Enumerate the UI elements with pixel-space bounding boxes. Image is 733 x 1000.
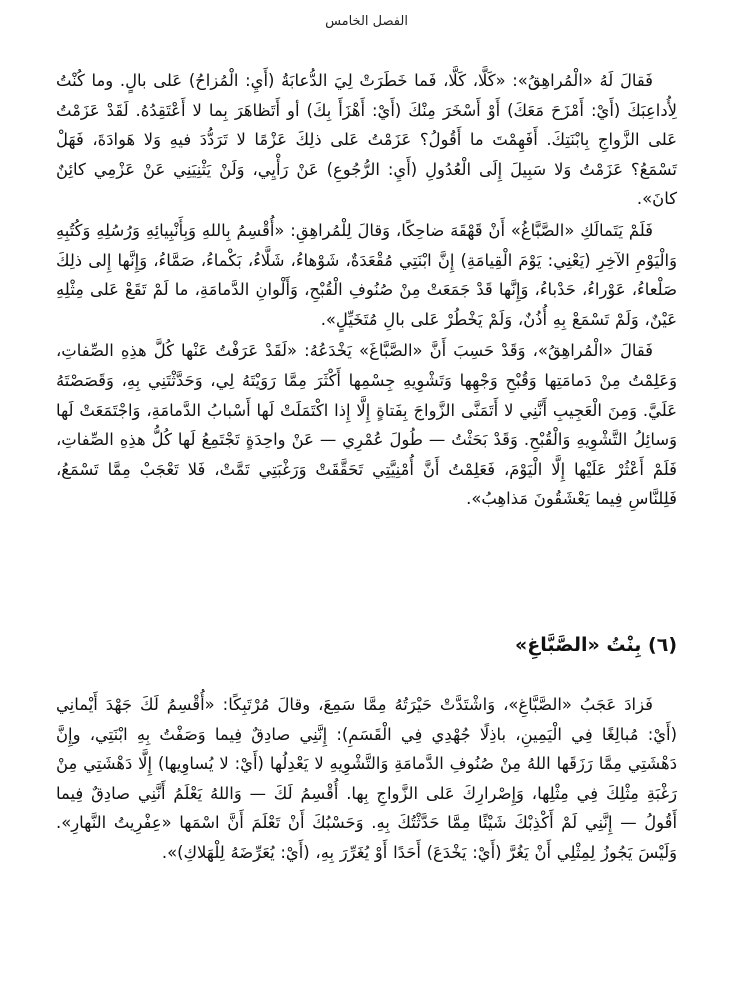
paragraph: فَلَمْ يَتَمالَكِ «الصَّبَّاغُ» أَنْ قَهْقَهَ ضاحِكًا، وَقالَ لِلْمُراهِقِ: «أُقْسِمُ بِاللهِ وَبِأَنْبِيائِهِ وَرُسُلِهِ وَكُتُبِهِ وَالْيَوْمِ الآخِرِ (يَعْنِي: يَوْمَ الْقِيامَةِ) إِنَّ ابْنَتِي مُقْعَدَةٌ، شَوْهاءُ، شَلَّاءُ، بَكْماءُ، صَمَّاءُ، وَإِنَّها إِلى ذلِكَ صَلْعاءُ، عَوْراءُ، حَدْباءُ، وَإِنَّها قَدْ جَمَعَتْ مِنْ صُنُوفِ الْقُبْحِ، وَأَلْوانِ الدَّمامَةِ، ما لَمْ تَقَعْ عَلى مِثْلِهِ عَيْنٌ، وَلَمْ تَسْمَعْ بِهِ أُذُنٌ، وَلَمْ يَخْطُرْ عَلى بالِ مُتَخَيِّلٍ». xyxy=(56,220,677,329)
paragraph: فَقالَ لَهُ «الْمُراهِقُ»: «كَلَّا، كَلَّا، فَما خَطَرَتْ لِيَ الدُّعابَةُ (أَيِ: الْمُزاحُ) عَلى بالٍ. وما كُنْتُ لِأُداعِبَكَ (أَيْ: أَمْزَحَ مَعَكَ) أَوْ أَسْخَرَ مِنْكَ (أَيْ: أَهْزَأَ بِكَ) أو أَتَظاهَرَ بِما لا أَعْتَقِدُهُ. لَقَدْ عَزَمْتُ عَلى الزَّواجِ بِابْنَتِكَ. أَفَهِمْتَ ما أَقُولُ؟ عَزَمْتُ عَلى ذلِكَ عَزْمًا لا تَرَدُّدَ فيهِ وَلا هَوادَةَ، فَهَلْ تَسْمَعُ؟ عَزَمْتُ وَلا سَبِيلَ إِلَى الْعُدُولِ (أَيِ: الرُّجُوعِ) عَنْ رَأْيِي، وَلَنْ يَثْنِيَنِي عَنْ عَزْمِي كائِنٌ كانَ». xyxy=(56,71,677,209)
running-header: الفصل الخامس xyxy=(325,14,408,29)
text-block-top xyxy=(56,66,677,516)
paragraph: فَزادَ عَجَبُ «الصَّبَّاغِ»، وَاشْتَدَّتْ حَيْرَتُهُ مِمَّا سَمِعَ، وقالَ مُرْتَبِكًا: «أُقْسِمُ لَكَ جَهْدَ أَيْمانِي (أَيْ: مُبالِغًا فِي الْيَمِينِ، باذِلًا جُهْدِي فِي الْقَسَمِ): إِنَّنِي صادِقٌ فِيما وَصَفْتُ بِهِ ابْنَتِي، وإِنَّ دَهْشَتِي مِمَّا رَزَقَها اللهُ مِنْ صُنُوفِ الدَّمامَةِ وَالتَّشْوِيهِ لا يَعْدِلُها (أَيْ: لا يُساوِيها) إِلَّا دَهْشَتِي مِنْ رَغْبَةِ مِثْلِكَ فِي مِثْلِها، وَإِصْرارِكَ عَلى الزَّواجِ بِها. أُقْسِمُ لَكَ — وَاللهُ يَعْلَمُ أَنَّنِي صادِقٌ فِيما أَقُولُ — إِنَّنِي لَمْ أَكْذِبْكَ شَيْئًا مِمَّا حَدَّثْتُكَ بِهِ. وَحَسْبُكَ أَنْ تَعْلَمَ أَنَّ اسْمَها «عِفْرِيتُ النَّهارِ». وَلَيْسَ يَجُوزُ لِمِثْلِي أَنْ يَغُرَّ (أَيْ: يَخْدَعَ) أَحَدًا أَوْ يُغَرِّرَ بِهِ، (أَيْ: يُعَرِّضَهُ لِلْهَلاكِ)». xyxy=(56,695,677,862)
section-heading: (٦) بِنْتُ «الصَّبَّاغِ» xyxy=(515,634,677,656)
book-page xyxy=(56,0,677,1000)
text-block-bottom xyxy=(56,690,677,870)
paragraph: فَقالَ «الْمُراهِقُ»، وَقَدْ حَسِبَ أَنَّ «الصَّبَّاغَ» يَخْدَعُهُ: «لَقَدْ عَرَفْتُ عَنْها كُلَّ هذِهِ الصِّفاتِ، وَعَلِمْتُ مِنْ دَمامَتِها وَقُبْحِ وَجْهِها وَتَشْوِيهِ جِسْمِها أَكْثَرَ مِمَّا رَوَيْتَهُ لِي، وَحَدَّثْتَنِي بِهِ، وَقَصَصْتَهُ عَلَيَّ. وَمِنَ الْعَجِيبِ أَنَّنِي لا أَتَمَنَّى الزَّواجَ بِفَتاةٍ إِلَّا إِذا اكْتَمَلَتْ لَها أَسْبابُ الدَّمامَةِ، وَاجْتَمَعَتْ لَها وَسائِلُ التَّشْوِيهِ وَالْقُبْحِ. وَقَدْ بَحَثْتُ — طُولَ عُمْرِي — عَنْ واحِدَةٍ تَجْتَمِعُ لَها كُلُّ هذِهِ الصِّفاتِ، فَلَمْ أَعْثُرْ عَلَيْها إِلَّا الْيَوْمَ، فَعَلِمْتُ أَنَّ أُمْنِيَّتِي تَحَقَّقَتْ وَرَغْبَتِي تَمَّتْ، فَلا تَعْجَبْ مِمَّا تَسْمَعُ، فَلِلنَّاسِ فِيما يَعْشَقُونَ مَذاهِبُ». xyxy=(56,341,677,509)
